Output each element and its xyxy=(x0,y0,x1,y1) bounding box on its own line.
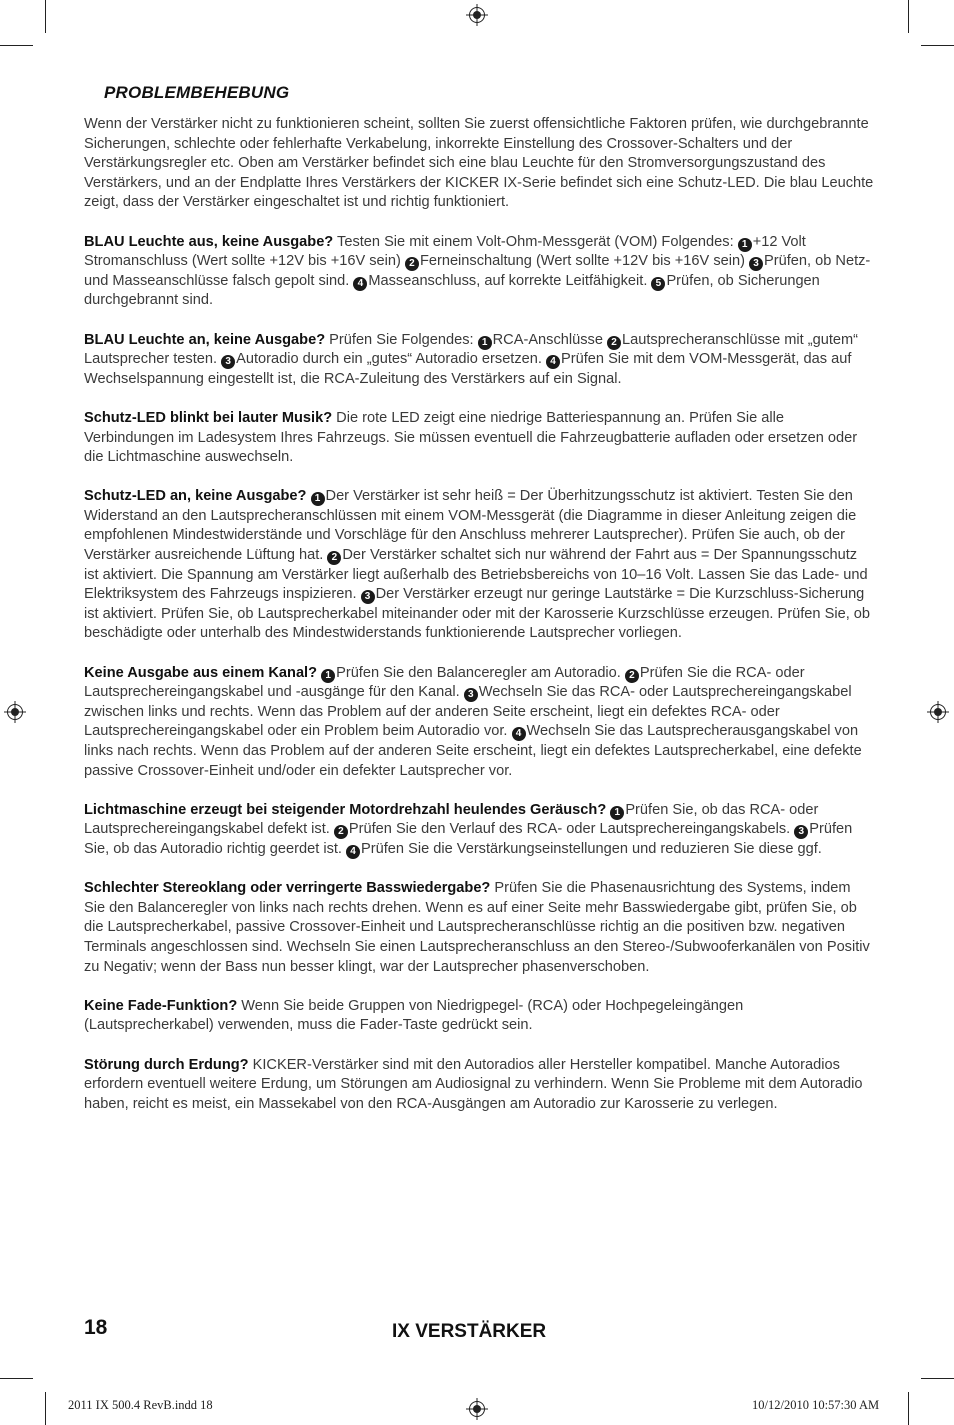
step-text: Prüfen Sie, ob das Autoradio richtig geerdet ist. xyxy=(84,821,853,857)
troubleshooting-section xyxy=(84,997,874,1036)
troubleshooting-section xyxy=(84,879,874,977)
crop-mark-bottom-right-horizontal xyxy=(921,1378,954,1379)
numbered-circle-icon: 5 xyxy=(651,277,665,291)
section-text: KICKER-Verstärker sind mit den Autoradios aller Hersteller kompatibel. Manche Autoradios erfordern eventuell weitere Erdung, um Störungen am Audiosignal zu verhindern. Wenn Sie Probleme mit dem Autoradio haben, reicht es meist, ein Massekabel von den RCA-Ausgängen am Autoradio zur Karosserie zu verlegen. xyxy=(84,1056,863,1112)
section-title: BLAU Leuchte aus, keine Ausgabe? xyxy=(84,233,334,250)
section-title: Keine Ausgabe aus einem Kanal? xyxy=(84,664,318,681)
numbered-circle-icon: 3 xyxy=(464,688,478,702)
step-text: Wechseln Sie das RCA- oder Lautsprechereingangskabel zwischen links und rechts. Wenn das Problem auf der anderen Seite erscheint, liegt ein defektes RCA- oder Lautsprechereingangskabel oder ein Problem beim Autoradio vor. xyxy=(84,684,852,740)
numbered-circle-icon: 1 xyxy=(610,806,624,820)
troubleshooting-section xyxy=(84,1056,874,1115)
step-text: Der Verstärker erzeugt nur geringe Lautstärke = Die Kurzschluss-Sicherung ist aktiviert. Prüfen Sie, ob Lautsprecherkabel miteinander oder mit der Karosserie Kurzschlüsse erzeugen. Prüfen Sie, ob beschädigte oder unterhalb des Mindestwiderstands funktionierende Lautsprecher vorliegen. xyxy=(84,586,871,642)
troubleshooting-section xyxy=(84,233,874,311)
step-text: Lautsprecheranschlüsse mit „gutem“ Lautsprecher testen. xyxy=(84,331,859,368)
step-text: Wechseln Sie das Lautsprecherausgangskabel von links nach rechts. Wenn das Problem auf der anderen Seite erscheint, liegt ein defektes Lautsprecherkabel, eine defekte passive Crossover-Einheit und/oder ein defekter Lautsprecher vor. xyxy=(84,723,862,779)
step-text: Autoradio durch ein „gutes“ Autoradio ersetzen. xyxy=(236,351,547,368)
intro-paragraph: Wenn der Verstärker nicht zu funktionieren scheint, sollten Sie zuerst offensichtliche Faktoren prüfen, wie durchgebrannte Sicherungen, schlechte oder fehlerhafte Verkabelung, inkorrekte Einstellung des Crossover-Schalters und der Verstärkungsregler etc. Oben am Verstärker befindet sich eine blau Leuchte für den Stromversorgungszustand des Verstärkers, und an der Endplatte Ihres Verstärkers der KICKER IX-Serie befindet sich eine Schutz-LED. Die blau Leuchte zeigt, dass der Verstärker eingeschaltet ist und richtig funktioniert. xyxy=(84,116,874,211)
section-title: Schutz-LED blinkt bei lauter Musik? xyxy=(84,409,333,426)
step-text: Prüfen, ob Sicherungen durchgebrannt sind. xyxy=(84,272,820,309)
section-title: BLAU Leuchte an, keine Ausgabe? xyxy=(84,331,326,348)
numbered-circle-icon: 2 xyxy=(625,669,639,683)
step-text: Der Verstärker ist sehr heiß = Der Überhitzungsschutz ist aktiviert. Testen Sie den Widerstand an den Lautsprecheranschlüssen mit einem VOM-Messgerät (die Diagramme in dieser Anleitung zeigen die empfohlenen Mindestwiderstände und Vorschläge für den Anschluss mehrerer Lautsprecher). Prüfen Sie auch, ob der Verstärker ausreichende Lüftung hat. xyxy=(84,488,857,564)
troubleshooting-content xyxy=(84,115,874,1134)
crop-mark-top-left-vertical xyxy=(45,0,46,33)
crop-mark-top-right-vertical xyxy=(908,0,909,33)
slug-timestamp: 10/12/2010 10:57:30 AM xyxy=(752,1398,880,1412)
section-title: Schlechter Stereoklang oder verringerte Basswiedergabe? xyxy=(84,880,491,897)
section-text: Prüfen Sie die Phasenausrichtung des Systems, indem Sie den Balanceregler von links nach rechts drehen. Wenn es auf einer Seite mehr Basswiedergabe gibt, prüfen Sie, ob die Lautsprecherkabel, passive Crossover-Einheit und Lautsprecheranschlüsse richtig an die positiven bzw. negativen Terminals angeschlossen sind. Wechseln Sie einen Lautsprecheranschluss an den Stereo-/Subwooferkanälen von Positiv zu Negativ; wenn der Bass nun besser klingt, war der Lautsprecher phasenverschoben. xyxy=(84,880,870,975)
step-text: Masseanschluss, auf korrekte Leitfähigkeit. xyxy=(368,272,652,289)
section-text: Testen Sie mit einem Volt-Ohm-Messgerät (VOM) Folgendes: xyxy=(333,233,738,250)
step-text: Ferneinschaltung (Wert sollte +12V bis +16V sein) xyxy=(419,253,750,270)
numbered-circle-icon: 2 xyxy=(334,825,348,839)
numbered-circle-icon: 3 xyxy=(361,590,375,604)
section-title: Schutz-LED an, keine Ausgabe? xyxy=(84,488,307,505)
step-text: Prüfen, ob Netz- und Masseanschlüsse falsch gepolt sind. xyxy=(84,253,871,289)
crop-mark-top-left-horizontal xyxy=(0,45,33,46)
numbered-circle-icon: 3 xyxy=(794,825,808,839)
troubleshooting-section xyxy=(84,664,874,782)
crop-mark-top-right-horizontal xyxy=(921,45,954,46)
registration-target-icon xyxy=(466,1398,488,1420)
section-title: Keine Fade-Funktion? xyxy=(84,997,238,1014)
step-text: Prüfen Sie, ob das RCA- oder Lautsprechereingangskabel defekt ist. xyxy=(84,801,819,838)
section-text: Die rote LED zeigt eine niedrige Batteriespannung an. Prüfen Sie alle Verbindungen im Ladesystem Ihres Fahrzeugs. Sie müssen eventuell die Fahrzeugbatterie aufladen oder ersetzen oder die Lichtmaschine auswechseln. xyxy=(84,409,858,466)
section-text xyxy=(306,488,310,504)
section-text: Prüfen Sie Folgendes: xyxy=(325,331,478,348)
step-text: +12 Volt Stromanschluss (Wert sollte +12V bis +16V sein) xyxy=(84,233,806,270)
troubleshooting-section xyxy=(84,801,874,860)
numbered-circle-icon: 2 xyxy=(327,551,341,565)
numbered-circle-icon: 4 xyxy=(546,355,560,369)
crop-mark-bottom-left-vertical xyxy=(45,1392,46,1425)
numbered-circle-icon: 1 xyxy=(478,336,492,350)
step-text: Prüfen Sie den Balanceregler am Autoradio. xyxy=(336,664,625,681)
slug-file-info: 2011 IX 500.4 RevB.indd 18 xyxy=(68,1398,213,1412)
step-text: Prüfen Sie die Verstärkungseinstellungen und reduzieren Sie diese ggf. xyxy=(361,840,822,857)
footer-title: IX VERSTÄRKER xyxy=(392,1321,547,1342)
step-text: Prüfen Sie die RCA- oder Lautsprechereingangskabel und -ausgänge für den Kanal. xyxy=(84,664,805,701)
step-text: Prüfen Sie mit dem VOM-Messgerät, das auf Wechselspannung eingestellt ist, die RCA-Zuleitung des Verstärkers auf ein Signal. xyxy=(84,351,852,387)
step-text: RCA-Anschlüsse xyxy=(492,331,607,348)
numbered-circle-icon: 2 xyxy=(607,336,621,350)
page-heading: PROBLEMBEHEBUNG xyxy=(104,83,290,102)
numbered-circle-icon: 1 xyxy=(738,238,752,252)
section-title: Lichtmaschine erzeugt bei steigender Motordrehzahl heulendes Geräusch? xyxy=(84,801,607,818)
registration-target-icon xyxy=(466,4,488,26)
section-title: Störung durch Erdung? xyxy=(84,1056,249,1073)
crop-mark-bottom-right-vertical xyxy=(908,1392,909,1425)
registration-target-icon xyxy=(4,701,26,723)
registration-target-icon xyxy=(927,701,949,723)
numbered-circle-icon: 1 xyxy=(321,669,335,683)
troubleshooting-section xyxy=(84,331,874,390)
numbered-circle-icon: 1 xyxy=(311,492,325,506)
step-text: Der Verstärker schaltet sich nur während der Fahrt aus = Der Spannungsschutz ist aktiviert. Die Spannung am Verstärker liegt außerhalb des Betriebsbereichs von 10–16 Volt. Lassen Sie das Lade- und Elektriksystem des Fahrzeugs inspizieren. xyxy=(84,547,868,603)
numbered-circle-icon: 4 xyxy=(512,727,526,741)
numbered-circle-icon: 2 xyxy=(405,257,419,271)
troubleshooting-sections xyxy=(84,233,874,1115)
troubleshooting-section xyxy=(84,409,874,468)
crop-mark-bottom-left-horizontal xyxy=(0,1378,33,1379)
section-text: Wenn Sie beide Gruppen von Niedrigpegel- (RCA) oder Hochpegeleingängen (Lautsprecherkabel) verwenden, muss die Fader-Taste gedrückt sein. xyxy=(84,997,744,1034)
page-number: 18 xyxy=(84,1316,108,1339)
numbered-circle-icon: 3 xyxy=(749,257,763,271)
numbered-circle-icon: 3 xyxy=(221,355,235,369)
numbered-circle-icon: 4 xyxy=(353,277,367,291)
step-text: Prüfen Sie den Verlauf des RCA- oder Lautsprechereingangskabels. xyxy=(348,821,795,838)
numbered-circle-icon: 4 xyxy=(346,845,360,859)
troubleshooting-section xyxy=(84,487,874,644)
